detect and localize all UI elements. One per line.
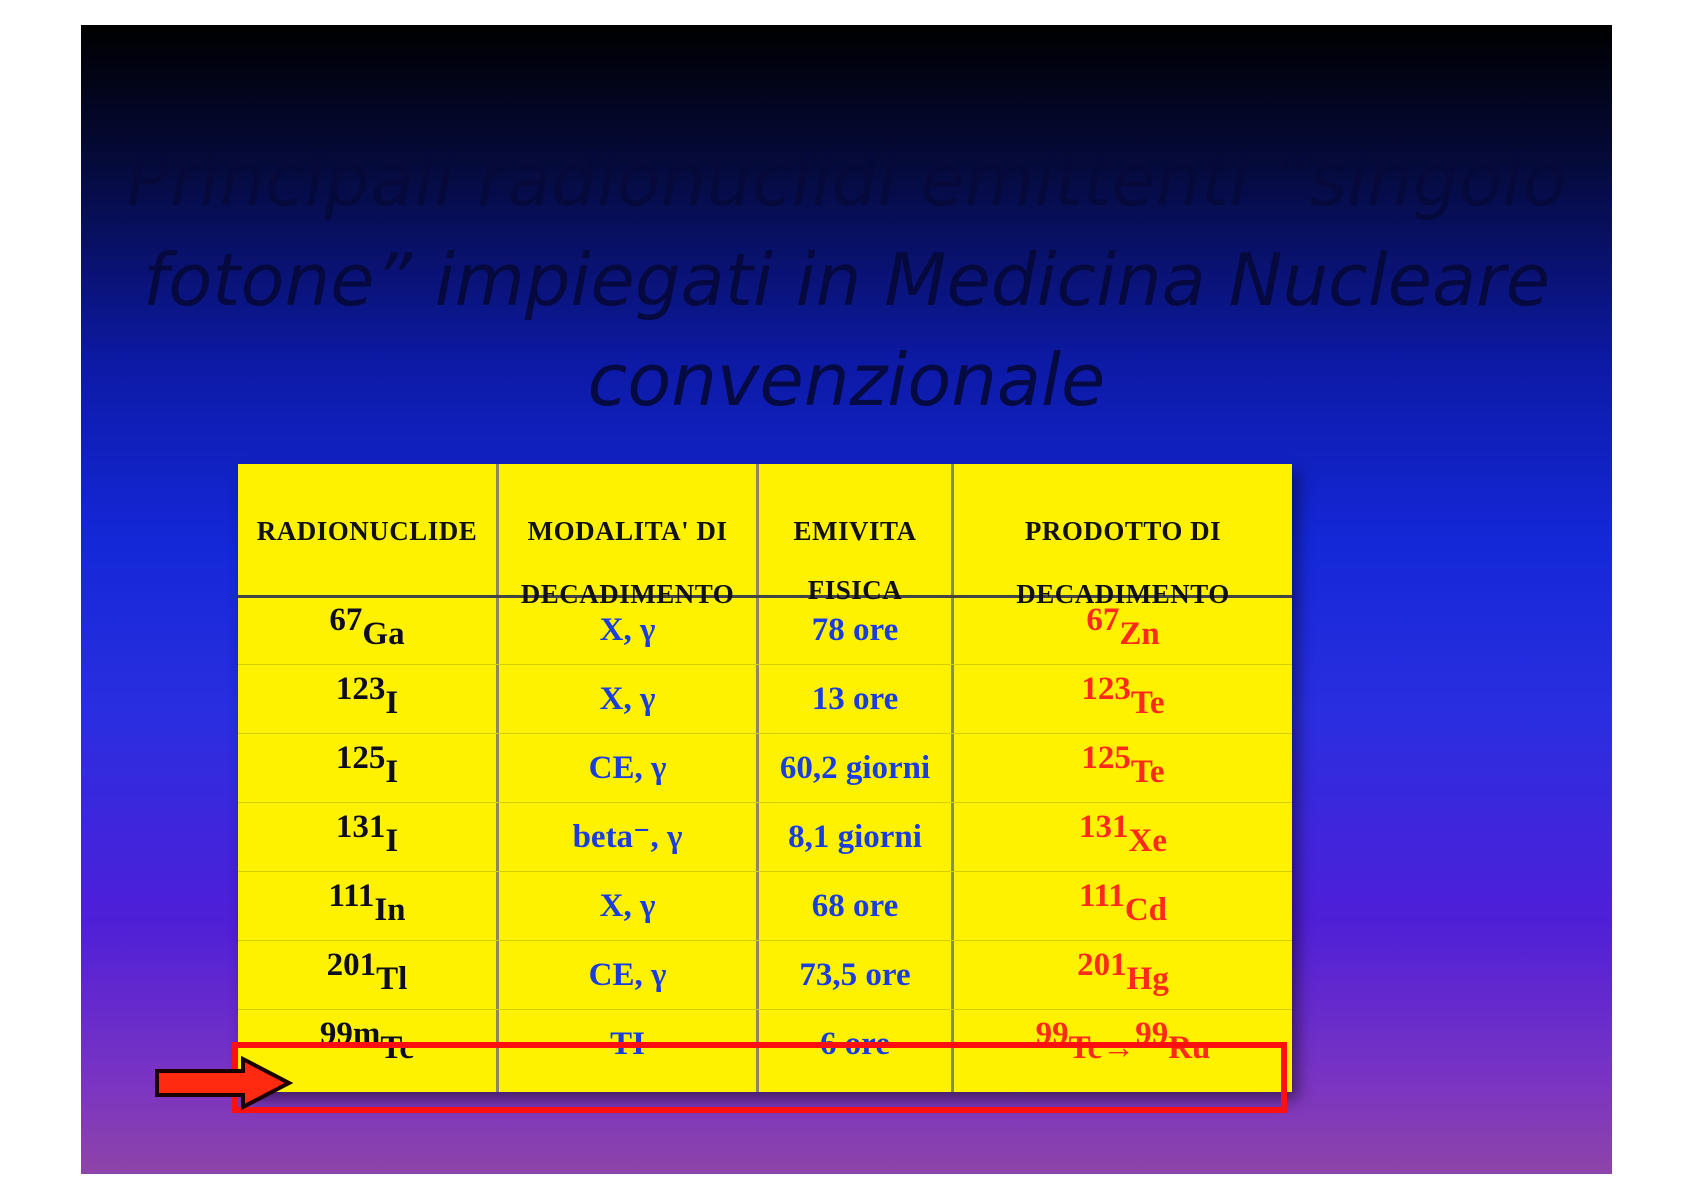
cell-half-life: 73,5 ore [799,957,911,993]
mass-number: 131 [1079,809,1129,845]
cell-decay-mode: CE, γ [588,750,667,786]
mass-number: 201 [1077,947,1127,983]
slide-title: Principali radionuclidi emittenti “singolo fotone” impiegati in Medicina Nucleare convenzionale [126,138,1567,422]
cell-radionuclide [238,665,496,733]
mass-number: 99m [319,1016,381,1052]
mass-number: 67 [1086,602,1120,638]
element-symbol: Tc→ [1068,1030,1136,1066]
element-symbol: Zn [1119,616,1160,652]
header-line2: DECADIMENTO [1016,579,1230,609]
mass-number: 131 [335,809,386,845]
header-line1: EMIVITA [793,516,917,546]
cell-decay-product [954,596,1292,664]
mass-number: 67 [329,602,363,638]
highlight-box [232,1042,1287,1113]
element-symbol: Te [1130,685,1165,721]
element-symbol: In [374,892,406,928]
right-arrow-icon [153,1055,295,1111]
cell-decay-mode: beta⁻, γ [572,819,683,855]
mass-number: 99 [1135,1016,1169,1052]
element-symbol: I [385,823,399,859]
cell-radionuclide [238,596,496,664]
element-symbol: Ga [362,616,405,652]
radionuclide-table [238,464,1292,1092]
cell-half-life: 6 ore [820,1026,890,1062]
cell-decay-product [954,803,1292,871]
header-radionuclide [238,516,496,547]
header-half-life [759,516,951,606]
cell-decay-mode: TI [610,1026,645,1062]
header-line1: RADIONUCLIDE [256,516,478,546]
cell-decay-mode: X, γ [599,888,656,924]
cell-decay-mode: CE, γ [588,957,667,993]
cell-decay-mode: X, γ [599,681,656,717]
element-symbol: Te [1130,754,1165,790]
cell-half-life: 13 ore [811,681,899,717]
mass-number: 123 [335,671,386,707]
cell-half-life: 68 ore [811,888,899,924]
header-line1: MODALITA' DI [527,516,728,546]
element-symbol: Xe [1128,823,1167,859]
mass-number: 111 [1078,878,1125,914]
cell-decay-mode: X, γ [599,612,656,648]
cell-decay-product [954,941,1292,1009]
element-symbol: Tl [376,961,408,997]
mass-number: 123 [1081,671,1131,707]
header-line1: PRODOTTO DI [1024,516,1222,546]
element-symbol: Cd [1124,892,1168,928]
element-symbol: Ru [1168,1030,1211,1066]
cell-half-life: 60,2 giorni [779,750,931,786]
cell-decay-product [954,872,1292,940]
element-symbol: I [385,685,399,721]
cell-radionuclide [238,734,496,802]
cell-half-life: 8,1 giorni [788,819,922,855]
header-line2: FISICA [807,575,903,605]
element-symbol: Hg [1126,961,1169,997]
mass-number: 201 [326,947,377,983]
header-line2: DECADIMENTO [520,579,735,609]
cell-half-life: 78 ore [811,612,899,648]
element-symbol: I [385,754,399,790]
mass-number: 125 [335,740,386,776]
mass-number: 111 [328,878,375,914]
cell-decay-product [954,734,1292,802]
mass-number: 99 [1035,1016,1069,1052]
cell-radionuclide [238,941,496,1009]
cell-decay-product [954,665,1292,733]
cell-radionuclide [238,872,496,940]
mass-number: 125 [1081,740,1131,776]
element-symbol: Tc [380,1030,415,1066]
cell-radionuclide [238,803,496,871]
